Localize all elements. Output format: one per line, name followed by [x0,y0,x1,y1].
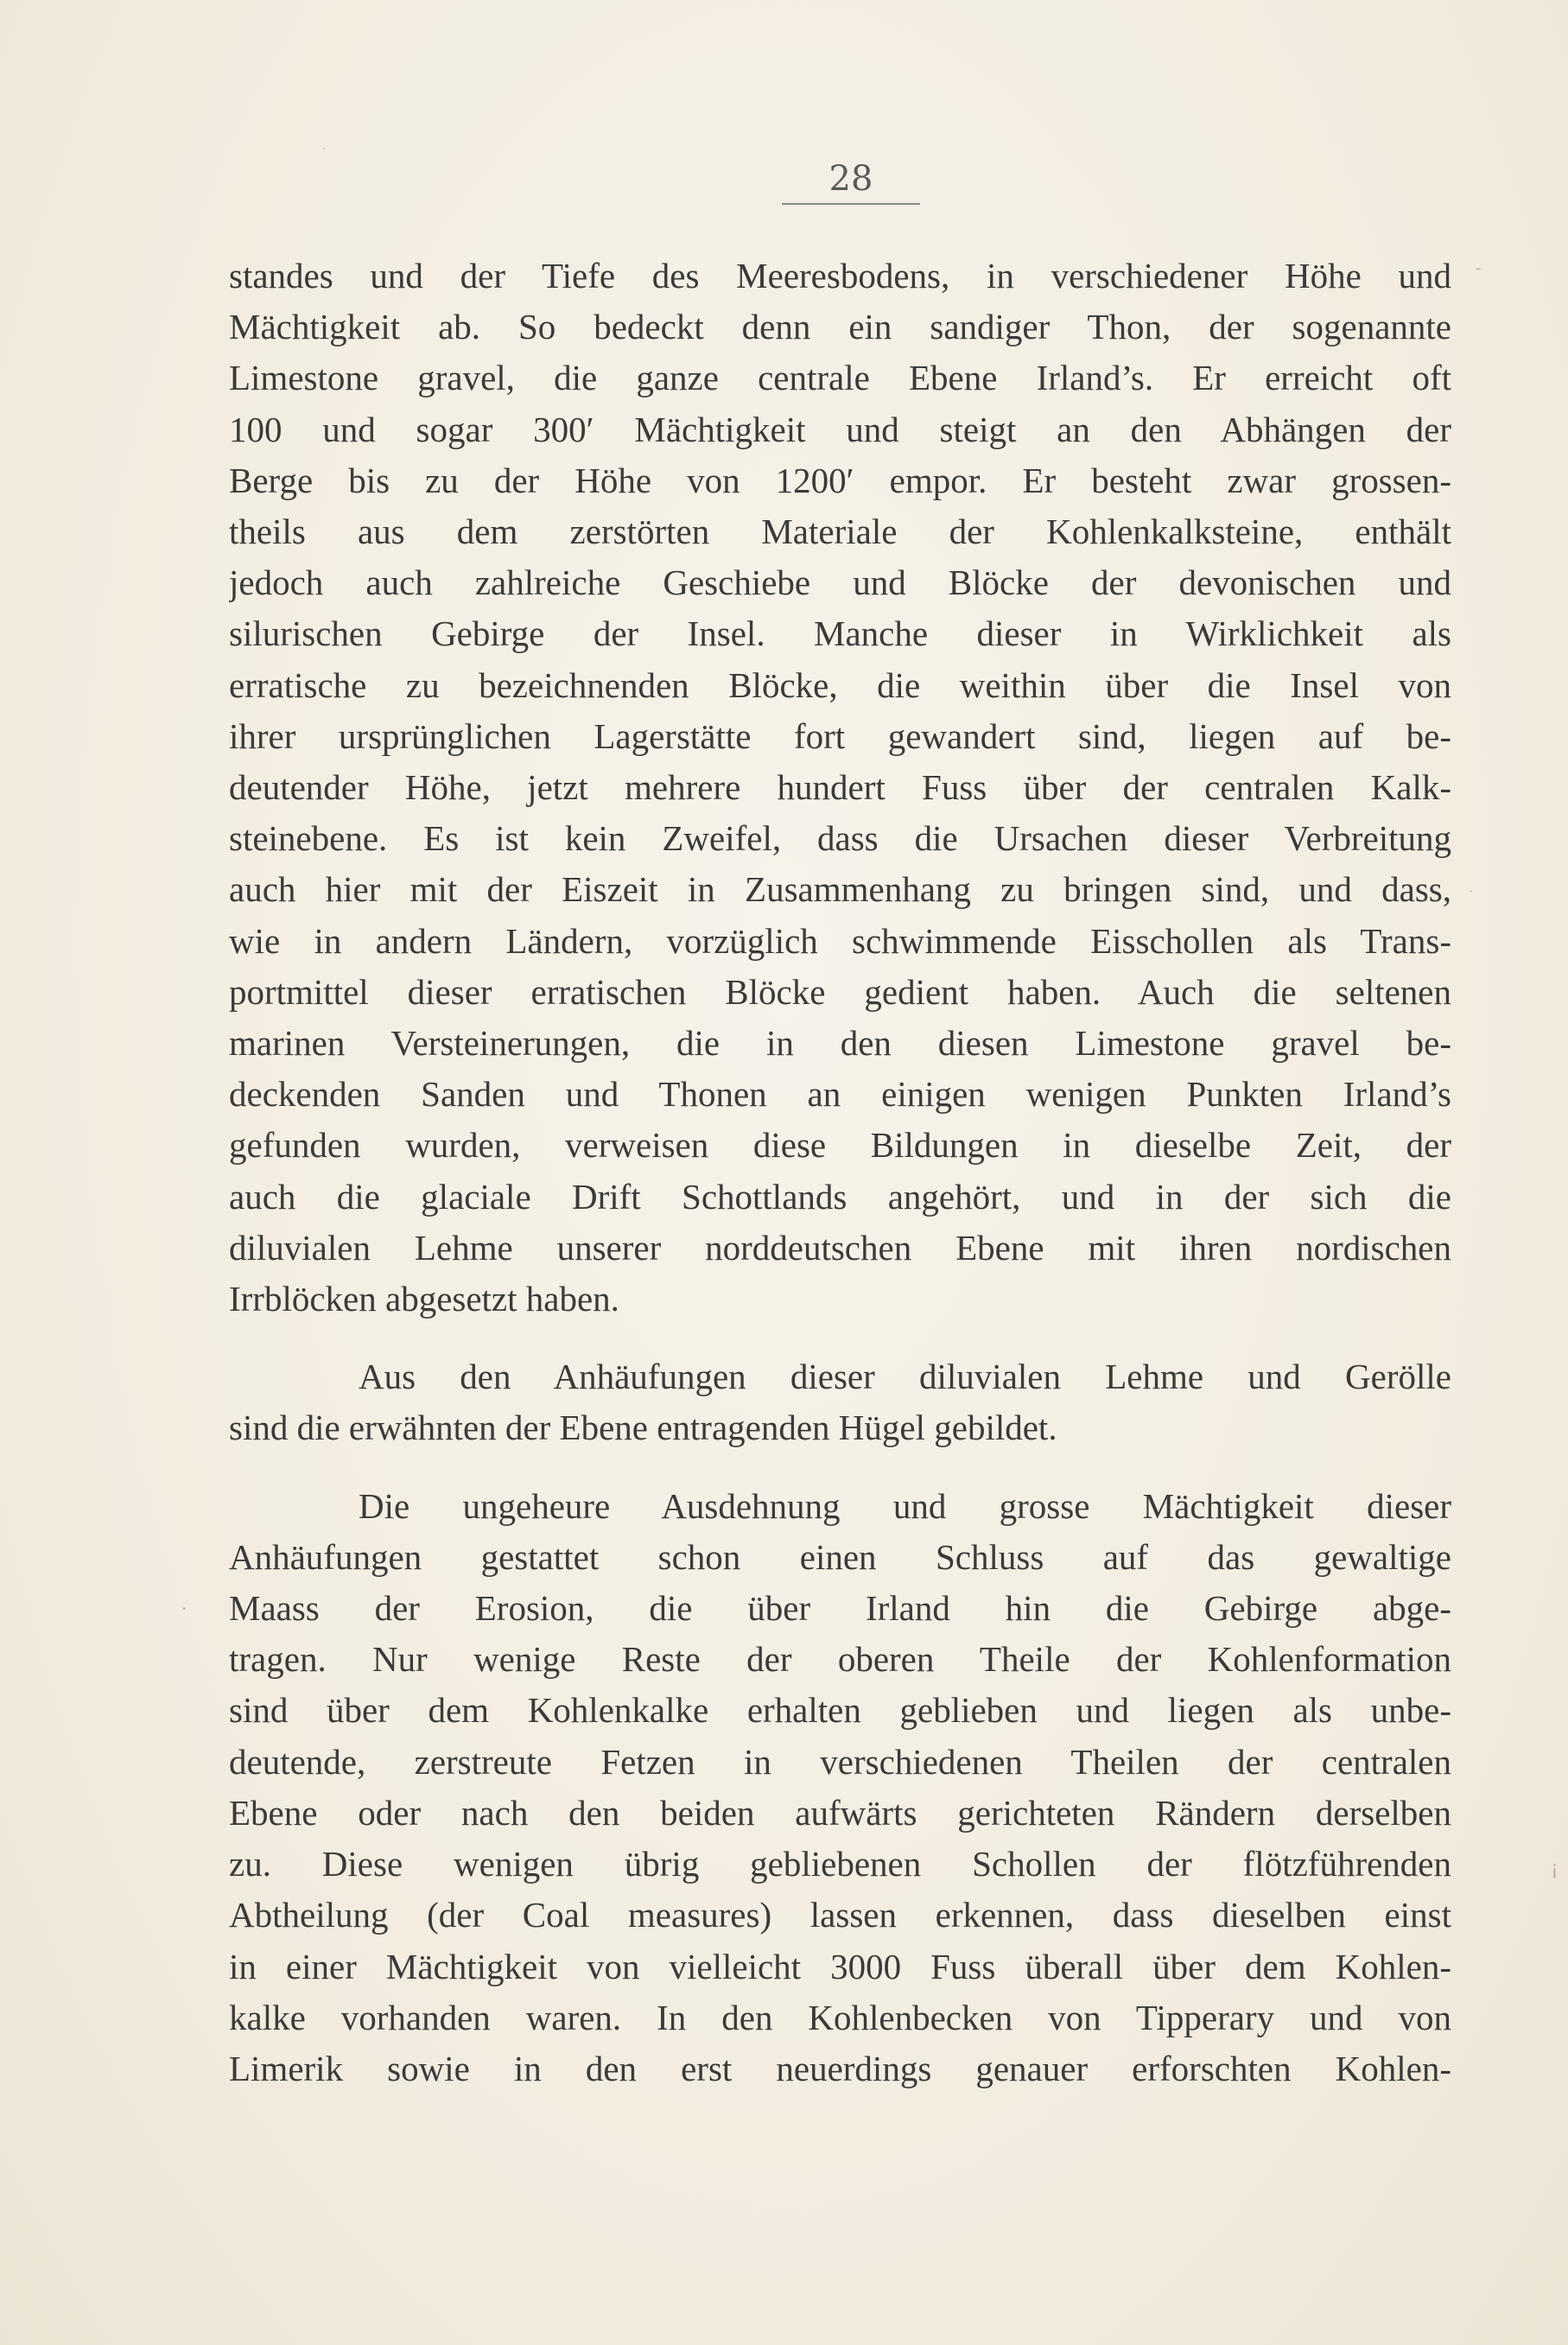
page-number-rule [782,203,920,205]
text-line: deutender Höhe, jetzt mehrere hundert Fuss über der centralen Kalk- [229,767,1451,808]
text-line: Anhäufungen gestattet schon einen Schluss auf das gewaltige [229,1536,1451,1577]
text-line: standes und der Tiefe des Meeresbodens, in verschiedener Höhe und [229,256,1451,296]
text-line: Abtheilung (der Coal measures) lassen erkennen, dass dieselben einst [229,1895,1451,1935]
text-line: Limestone gravel, die ganze centrale Ebene Irland’s. Er erreicht oft [229,358,1451,398]
text-line: sind über dem Kohlenkalke erhalten geblieben und liegen als unbe- [229,1690,1451,1731]
text-line: portmittel dieser erratischen Blöcke gedient haben. Auch die seltenen [229,971,1451,1012]
paragraph-3 [229,1481,1451,2094]
text-line: Maass der Erosion, die über Irland hin die Gebirge abge- [229,1588,1451,1629]
text-line: jedoch auch zahlreiche Geschiebe und Blöcke der devonischen und [229,562,1451,603]
text-line: auch hier mit der Eiszeit in Zusammenhang zu bringen sind, und dass, [229,869,1451,910]
scan-speck: · [181,1598,187,1619]
text-line: 100 und sogar 300′ Mächtigkeit und steigt an den Abhängen der [229,409,1451,449]
scan-speck: ˋ [321,147,327,161]
text-line: Ebene oder nach den beiden aufwärts gerichteten Rändern derselben [229,1792,1451,1833]
text-line: steinebene. Es ist kein Zweifel, dass die Ursachen dieser Verbreitung [229,818,1451,859]
text-line: theils aus dem zerstörten Materiale der Kohlenkalksteine, enthält [229,512,1451,552]
text-line: erratische zu bezeichnenden Blöcke, die weithin über die Insel von [229,664,1451,705]
text-line: Aus den Anhäufungen dieser diluvialen Lehme und Gerölle [359,1357,1451,1397]
paragraph-2 [229,1351,1451,1453]
body-text [229,251,1451,2094]
scan-speck: ¡ [1551,1858,1558,1879]
page-number: 28 [828,159,873,199]
text-line: ihrer ursprünglichen Lagerstätte fort gewandert sind, liegen auf be- [229,715,1451,756]
text-line: diluvialen Lehme unserer norddeutschen Ebene mit ihren nordischen [229,1227,1451,1268]
scan-speck: - [1476,259,1482,277]
text-line: deckenden Sanden und Thonen an einigen wenigen Punkten Irland’s [229,1074,1451,1115]
text-line: silurischen Gebirge der Insel. Manche dieser in Wirklichkeit als [229,613,1451,654]
text-line: gefunden wurden, verweisen diese Bildungen in dieselbe Zeit, der [229,1125,1451,1166]
text-line: in einer Mächtigkeit von vielleicht 3000 Fuss überall über dem Kohlen- [229,1946,1451,1986]
text-line: Berge bis zu der Höhe von 1200′ empor. Er besteht zwar grossen- [229,460,1451,500]
text-line: Limerik sowie in den erst neuerdings genauer erforschten Kohlen- [229,2048,1451,2088]
text-line: sind die erwähnten der Ebene entragenden Hügel gebildet. [229,1408,1057,1448]
text-line: deutende, zerstreute Fetzen in verschiedenen Theilen der centralen [229,1741,1451,1782]
paragraph-1 [229,251,1451,1325]
text-line: kalke vorhanden waren. In den Kohlenbecken von Tipperary und von [229,1997,1451,2037]
text-line: auch die glaciale Drift Schottlands angehört, und in der sich die [229,1176,1451,1217]
scan-speck: · [1469,883,1474,899]
text-line: marinen Versteinerungen, die in den diesen Limestone gravel be- [229,1023,1451,1064]
text-line: Die ungeheure Ausdehnung und grosse Mächtigkeit dieser [359,1485,1451,1526]
text-line: Mächtigkeit ab. So bedeckt denn ein sandiger Thon, der sogenannte [229,307,1451,347]
text-line: Irrblöcken abgesetzt haben. [229,1279,619,1319]
text-line: tragen. Nur wenige Reste der oberen Theile der Kohlenformation [229,1639,1451,1680]
text-line: wie in andern Ländern, vorzüglich schwimmende Eisschollen als Trans- [229,920,1451,961]
text-line: zu. Diese wenigen übrig gebliebenen Schollen der flötzführenden [229,1844,1451,1884]
